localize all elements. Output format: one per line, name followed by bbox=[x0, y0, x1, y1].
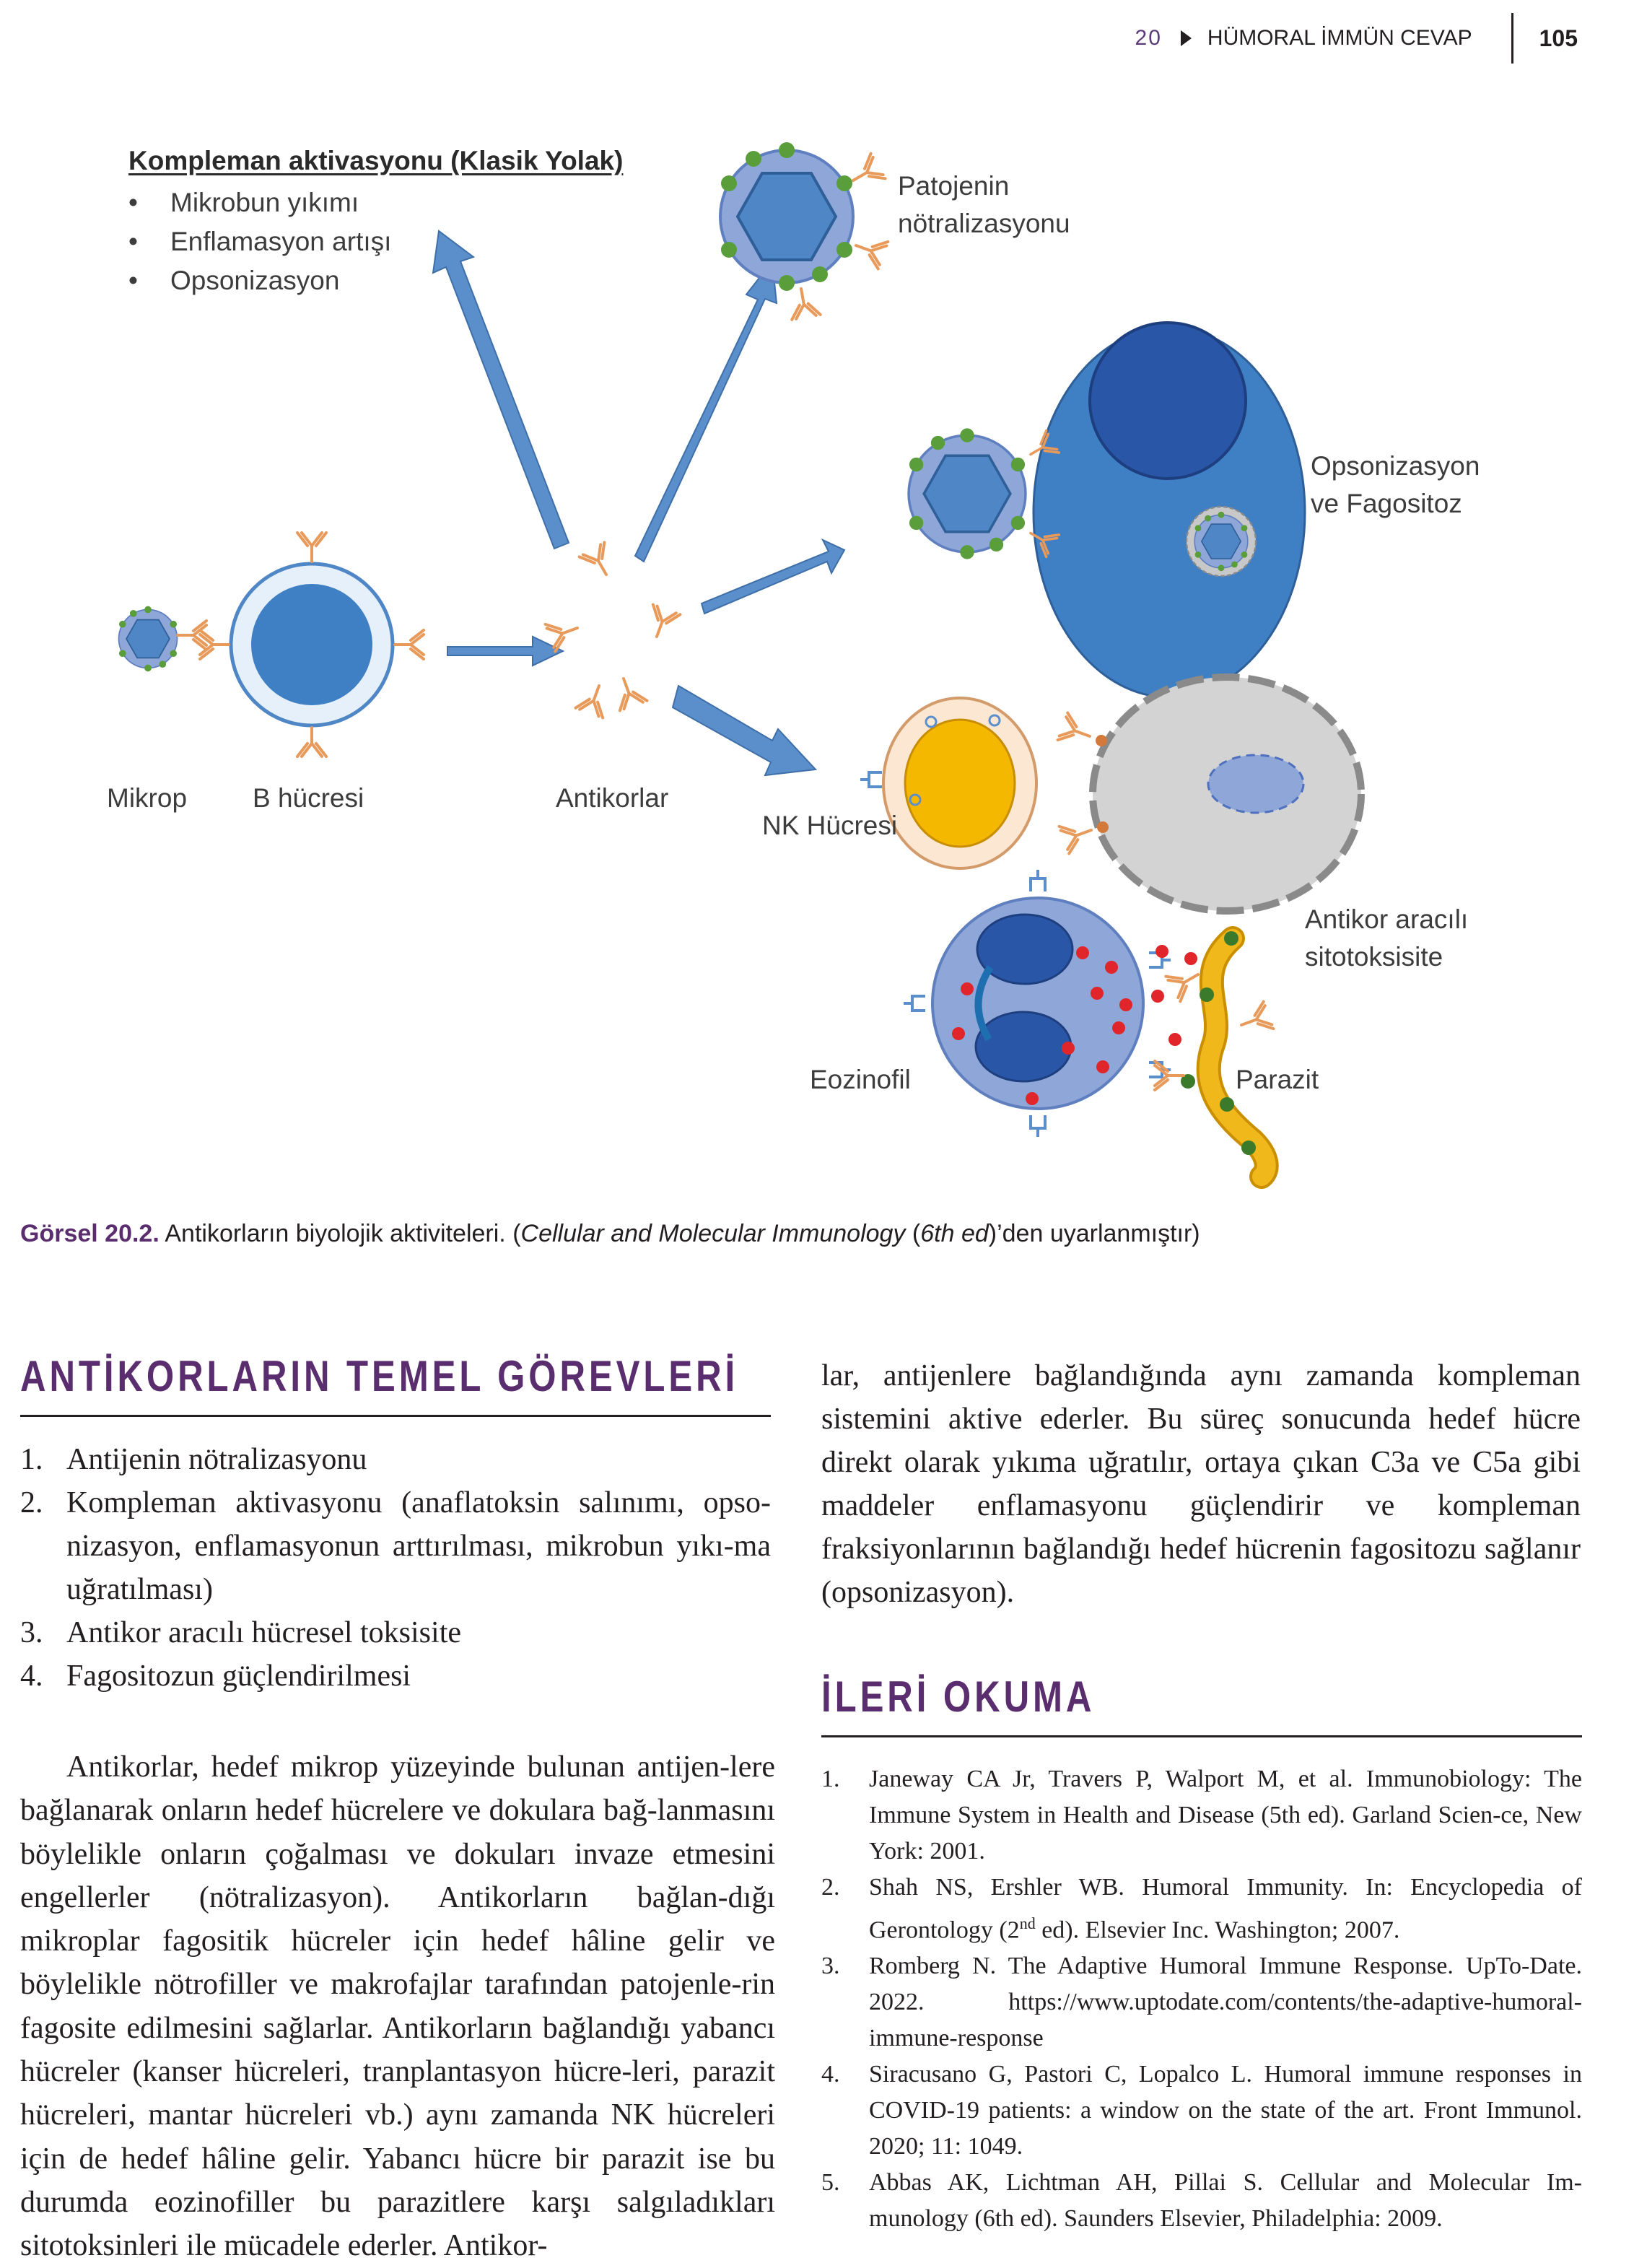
label-line: nötralizasyonu bbox=[898, 209, 1070, 238]
section-rule bbox=[821, 1735, 1582, 1737]
list-number: 1. bbox=[20, 1443, 43, 1476]
list-item bbox=[20, 1438, 771, 1481]
parasite bbox=[1155, 931, 1273, 1177]
arrow-to-neutralization bbox=[635, 261, 777, 562]
reference-text: Shah NS, Ershler WB. Humoral Immunity. In: Encyclopedia of Gerontology (2 bbox=[869, 1874, 1582, 1944]
label-line: Opsonizasyon bbox=[1311, 451, 1480, 481]
reference-text: Abbas AK, Lichtman AH, Pillai S. Cellular and Molecular Im-munology (6th ed). Saunders Elsevier, Philadelphia: 2009. bbox=[869, 2169, 1582, 2233]
neutralized-pathogen bbox=[720, 142, 888, 320]
function-list bbox=[20, 1438, 771, 1698]
figure-complement-bullets bbox=[128, 183, 391, 300]
label-b-cell: B hücresi bbox=[253, 783, 364, 813]
body-paragraph-continued: lar, antijenlere bağlandığında aynı zamanda kompleman sistemini aktive ederler. Bu süreç sonucunda hedef hücre direkt olarak yıkıma uğratılır, ortaya çıkan C3a ve C5a gibi maddeler enflamasyonu güçlendirir ve kompleman fraksiyonlarının bağlandığı hedef hücrenin fagositozu sağlanır (opsonizasyon). bbox=[821, 1359, 1581, 1609]
label-parasite: Parazit bbox=[1236, 1065, 1319, 1094]
label-line: Antikor aracılı bbox=[1305, 904, 1469, 934]
arrow-to-nk bbox=[673, 686, 816, 775]
free-antibodies bbox=[546, 542, 681, 718]
reference-number: 1. bbox=[821, 1766, 840, 1792]
reference-text: Janeway CA Jr, Travers P, Walport M, et al. Immunobiology: The Immune System in Health and Disease (5th ed). Garland Scien-ce, New York: 2001. bbox=[869, 1766, 1582, 1864]
arrow-to-antibodies bbox=[447, 637, 563, 666]
reference-item bbox=[821, 1870, 1582, 1948]
caption-text: ( bbox=[905, 1220, 921, 1247]
caption-text: )’den uyarlanmıştır) bbox=[988, 1220, 1200, 1247]
caption-label: Görsel 20.2. bbox=[20, 1220, 160, 1247]
label-opsonization bbox=[1311, 448, 1480, 523]
arrow-to-opsonization bbox=[702, 540, 844, 614]
running-header bbox=[1135, 16, 1578, 61]
list-item bbox=[20, 1654, 771, 1698]
caption-source: Cellular and Molecular Immunology bbox=[520, 1220, 906, 1247]
reference-item bbox=[821, 1948, 1582, 2057]
arrow-to-complement bbox=[433, 231, 569, 549]
section-rule bbox=[20, 1415, 771, 1417]
reference-number: 2. bbox=[821, 1874, 840, 1901]
reference-number: 3. bbox=[821, 1953, 840, 1980]
figure-complement-title: Kompleman aktivasyonu (Klasik Yolak) bbox=[128, 146, 624, 175]
chapter-title: HÜMORAL İMMÜN CEVAP bbox=[1207, 26, 1472, 50]
eosinophil bbox=[904, 870, 1197, 1137]
label-neutralization bbox=[898, 167, 1070, 243]
list-text: Antikor aracılı hücresel toksisite bbox=[66, 1616, 462, 1649]
list-text: Kompleman aktivasyonu (anaflatoksin salınımı, opso-nizasyon, enflamasyonun arttırılması, mikrobun yıkı-ma uğratılması) bbox=[66, 1486, 771, 1606]
list-text: Antijenin nötralizasyonu bbox=[66, 1443, 367, 1476]
list-text: Fagositozun güçlendirilmesi bbox=[66, 1659, 411, 1693]
figure-bullet: • Opsonizasyon bbox=[128, 261, 391, 300]
caption-edition: 6th ed bbox=[920, 1220, 989, 1247]
reference-number: 5. bbox=[821, 2169, 840, 2197]
list-item bbox=[20, 1481, 771, 1611]
list-number: 4. bbox=[20, 1659, 43, 1693]
label-line: Patojenin bbox=[898, 171, 1010, 201]
microbe bbox=[119, 606, 178, 672]
chapter-number: 20 bbox=[1135, 26, 1162, 50]
figure-caption bbox=[20, 1220, 1200, 1248]
reference-text: Romberg N. The Adaptive Humoral Immune Response. UpTo-Date. 2022. https://www.uptodate.com/contents/the-adaptive-humoral-immune-response bbox=[869, 1953, 1582, 2052]
label-adcc bbox=[1305, 901, 1468, 976]
label-microbe: Mikrop bbox=[107, 783, 188, 813]
section-heading-further-reading: İLERİ OKUMA bbox=[821, 1672, 1096, 1721]
section-heading-main-functions: ANTİKORLARIN TEMEL GÖREVLERİ bbox=[20, 1352, 739, 1400]
reference-list bbox=[821, 1761, 1582, 2237]
header-divider bbox=[1511, 13, 1513, 64]
label-antibodies: Antikorlar bbox=[556, 783, 669, 813]
list-number: 2. bbox=[20, 1486, 43, 1519]
antibody-functions-figure bbox=[0, 108, 1634, 1205]
reference-number: 4. bbox=[821, 2061, 840, 2088]
list-number: 3. bbox=[20, 1616, 43, 1649]
figure-bullet: • Mikrobun yıkımı bbox=[128, 183, 391, 222]
label-line: sitotoksisite bbox=[1305, 942, 1443, 972]
reference-superscript: nd bbox=[1019, 1914, 1036, 1932]
label-line: ve Fagositoz bbox=[1311, 489, 1462, 518]
caption-text: Antikorların biyolojik aktiviteleri. ( bbox=[159, 1220, 521, 1247]
page-number: 105 bbox=[1539, 25, 1578, 51]
list-item bbox=[20, 1611, 771, 1654]
reference-item bbox=[821, 1761, 1582, 1870]
b-cell bbox=[200, 533, 424, 756]
chapter-triangle-icon bbox=[1181, 30, 1192, 46]
label-nk-cell: NK Hücresi bbox=[762, 811, 898, 840]
body-paragraph: Antikorlar, hedef mikrop yüzeyinde bulunan antijen-lere bağlanarak onların hedef hücrelere ve dokulara bağ-lanmasını böylelikle onların çoğalması ve dokuları invaze etmesini engellerler (nötralizasyon). Antikorların bağlan-dığı mikroplar fagositik hücreler için hedef hâline gelir ve böylelikle nötrofiller ve makrofajlar tarafından patojenle-rin fagosite edilmesini sağlarlar. Antikorların bağlandığı yabancı hücreler (kanser hücreleri, tranplantasyon hücre-leri, parazit hücreleri, mantar hücreleri vb.) aynı zamanda NK hücreleri için de hedef hâline gelir. Yabancı hücre bir parazit ise bu durumda eozinofiller bu parazitlere karşı salgıladıkları sitotoksinleri ile mücadele ederler. Antikor- bbox=[20, 1750, 775, 2263]
macrophage bbox=[1034, 323, 1305, 697]
reference-text: Siracusano G, Pastori C, Lopalco L. Humoral immune responses in COVID-19 patients: a window on the state of the art. Front Immunol. 2020; 11: 1049. bbox=[869, 2061, 1582, 2160]
reference-text: ed). Elsevier Inc. Washington; 2007. bbox=[1035, 1916, 1400, 1944]
arrows bbox=[433, 231, 844, 775]
figure-bullet: • Enflamasyon artışı bbox=[128, 222, 391, 261]
label-eosinophil: Eozinofil bbox=[810, 1065, 911, 1094]
reference-item bbox=[821, 2165, 1582, 2237]
reference-item bbox=[821, 2057, 1582, 2165]
nk-target-cell bbox=[1058, 677, 1361, 911]
